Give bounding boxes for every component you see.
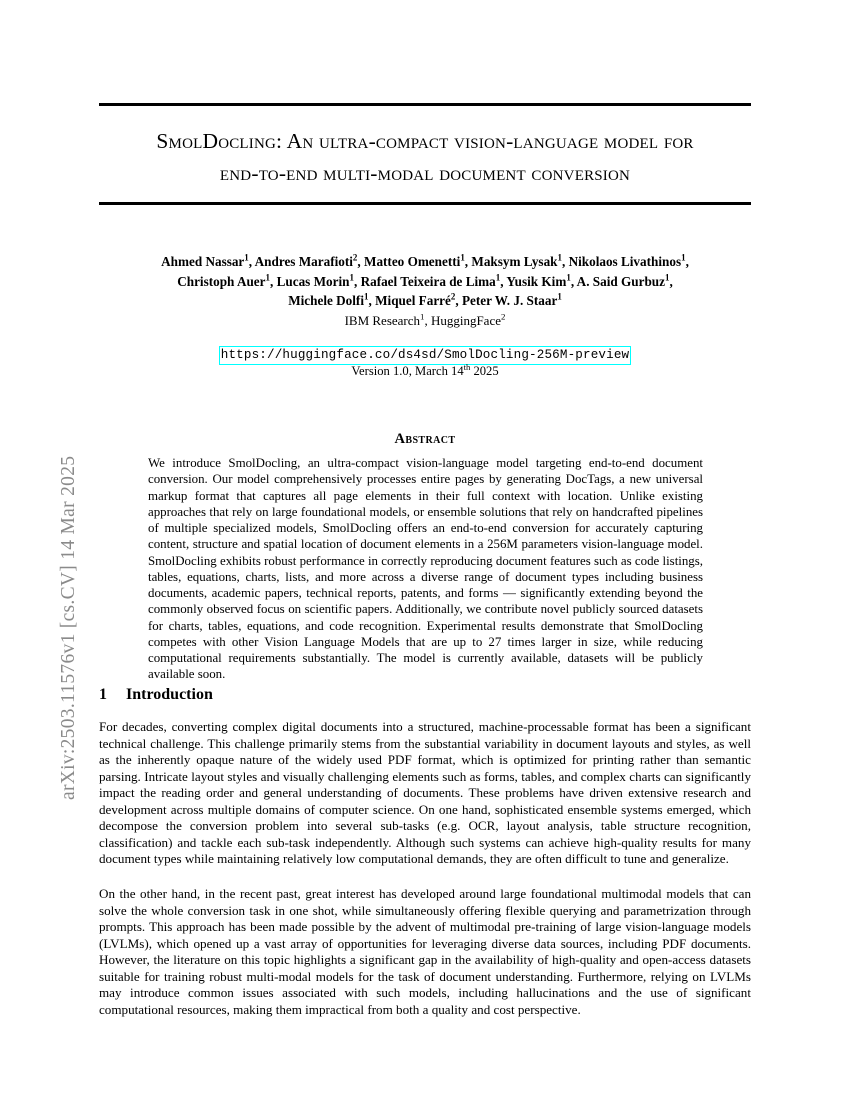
introduction-paragraph-2: On the other hand, in the recent past, great interest has developed around large foundational multimodal models that can solve the whole conversion task in one shot, while simultaneously offering flexible querying and parametrization through prompts. This approach has been made possible by the advent of multimodal pre-training of large vision-language models (LVLMs), which opened up a vast array of opportunities for leveraging diverse data sources, including PDF documents. However, the literature on this topic highlights a significant gap in the availability of high-quality and open-access datasets suitable for training robust multi-modal models for the task of document understanding. Furthermore, relying on LVLMs may introduce common issues associated with such models, including hallucinations and the use of significant computational resources, making them impractical from both a quality and cost perspective. [99,886,751,1017]
paper-page [99,0,751,1100]
page-title [99,125,751,189]
arxiv-stamp [0,0,80,1100]
introduction-paragraph-1: For decades, converting complex digital documents into a structured, machine-processable format has been a significant technical challenge. This challenge primarily stems from the substantial variability in document layouts and styles, as well as the inherently opaque nature of the widely used PDF format, which is optimized for printing rather than semantic parsing. Intricate layout styles and visually challenging elements such as forms, tables, and complex charts can significantly impact the reading order and general understanding of documents. These problems have driven extensive research and development across multiple domains of computer science. On one hand, sophisticated ensemble systems emerged, which decompose the conversion problem into several sub-tasks (e.g. OCR, layout analysis, table structure recognition, classification) and tackle each sub-task independently. Although such systems can achieve high-quality results for many document types while maintaining relatively low computational demands, they are often difficult to tune and generalize. [99,719,751,867]
arxiv-stamp-text: arXiv:2503.11576v1 [cs.CV] 14 Mar 2025 [58,455,79,800]
section-title: Introduction [126,686,213,703]
author-line-2: Christoph Auer$^1$, Lucas Morin$^1$, Rafael Teixeira de Lima$^1$, Yusik Kim$^1$, A. Said Gurbuz$^1$, [177,272,673,289]
abstract-body: We introduce SmolDocling, an ultra-compact vision-language model targeting end-to-end document conversion. Our model comprehensively processes entire pages by generating DocTags, a new universal markup format that captures all page elements in their full context with location. Unlike existing approaches that rely on large foundational models, or ensemble solutions that rely on handcrafted pipelines of multiple specialized models, SmolDocling offers an end-to-end conversion for accurately capturing content, structure and spatial location of document elements in a 256M parameters vision-language model. SmolDocling exhibits robust performance in correctly reproducing document features such as code listings, tables, equations, charts, lists, and more across a diverse range of document types including business documents, academic papers, technical reports, patents, and forms — significantly extending beyond the commonly observed focus on scientific papers. Additionally, we contribute novel publicly sourced datasets for charts, tables, equations, and code recognition. Experimental results demonstrate that SmolDocling competes with other Vision Language Models that are up to 27 times larger in size, while reducing computational requirements substantially. The model is currently available, datasets will be publicly available soon. [148,456,703,682]
author-line-1: Ahmed Nassar$^1$, Andres Marafioti$^2$, Matteo Omenetti$^1$, Maksym Lysak$^1$, Nikolaos Livathinos$^1$, [161,252,689,269]
affiliation-line: IBM Research$^1$, HuggingFace$^2$ [344,311,506,328]
abstract-heading: Abstract [394,431,456,447]
section-number: 1 [99,686,107,703]
version-line: Version 1.0, March 14th 2025 [351,361,499,378]
section-heading-introduction [99,686,751,704]
model-url-container [99,345,751,365]
title-line-2: end-to-end multi-modal document conversion [219,161,631,185]
author-list [119,252,731,311]
model-url-link[interactable]: https://huggingface.co/ds4sd/SmolDocling-256M-preview [219,346,632,365]
title-rule-top [99,103,751,106]
title-rule-bottom [99,202,751,205]
author-line-3: Michele Dolfi$^1$, Miquel Farré$^2$, Peter W. J. Staar$^1$ [288,291,562,308]
title-line-1: SmolDocling: An ultra-compact vision-language model for [156,129,694,153]
